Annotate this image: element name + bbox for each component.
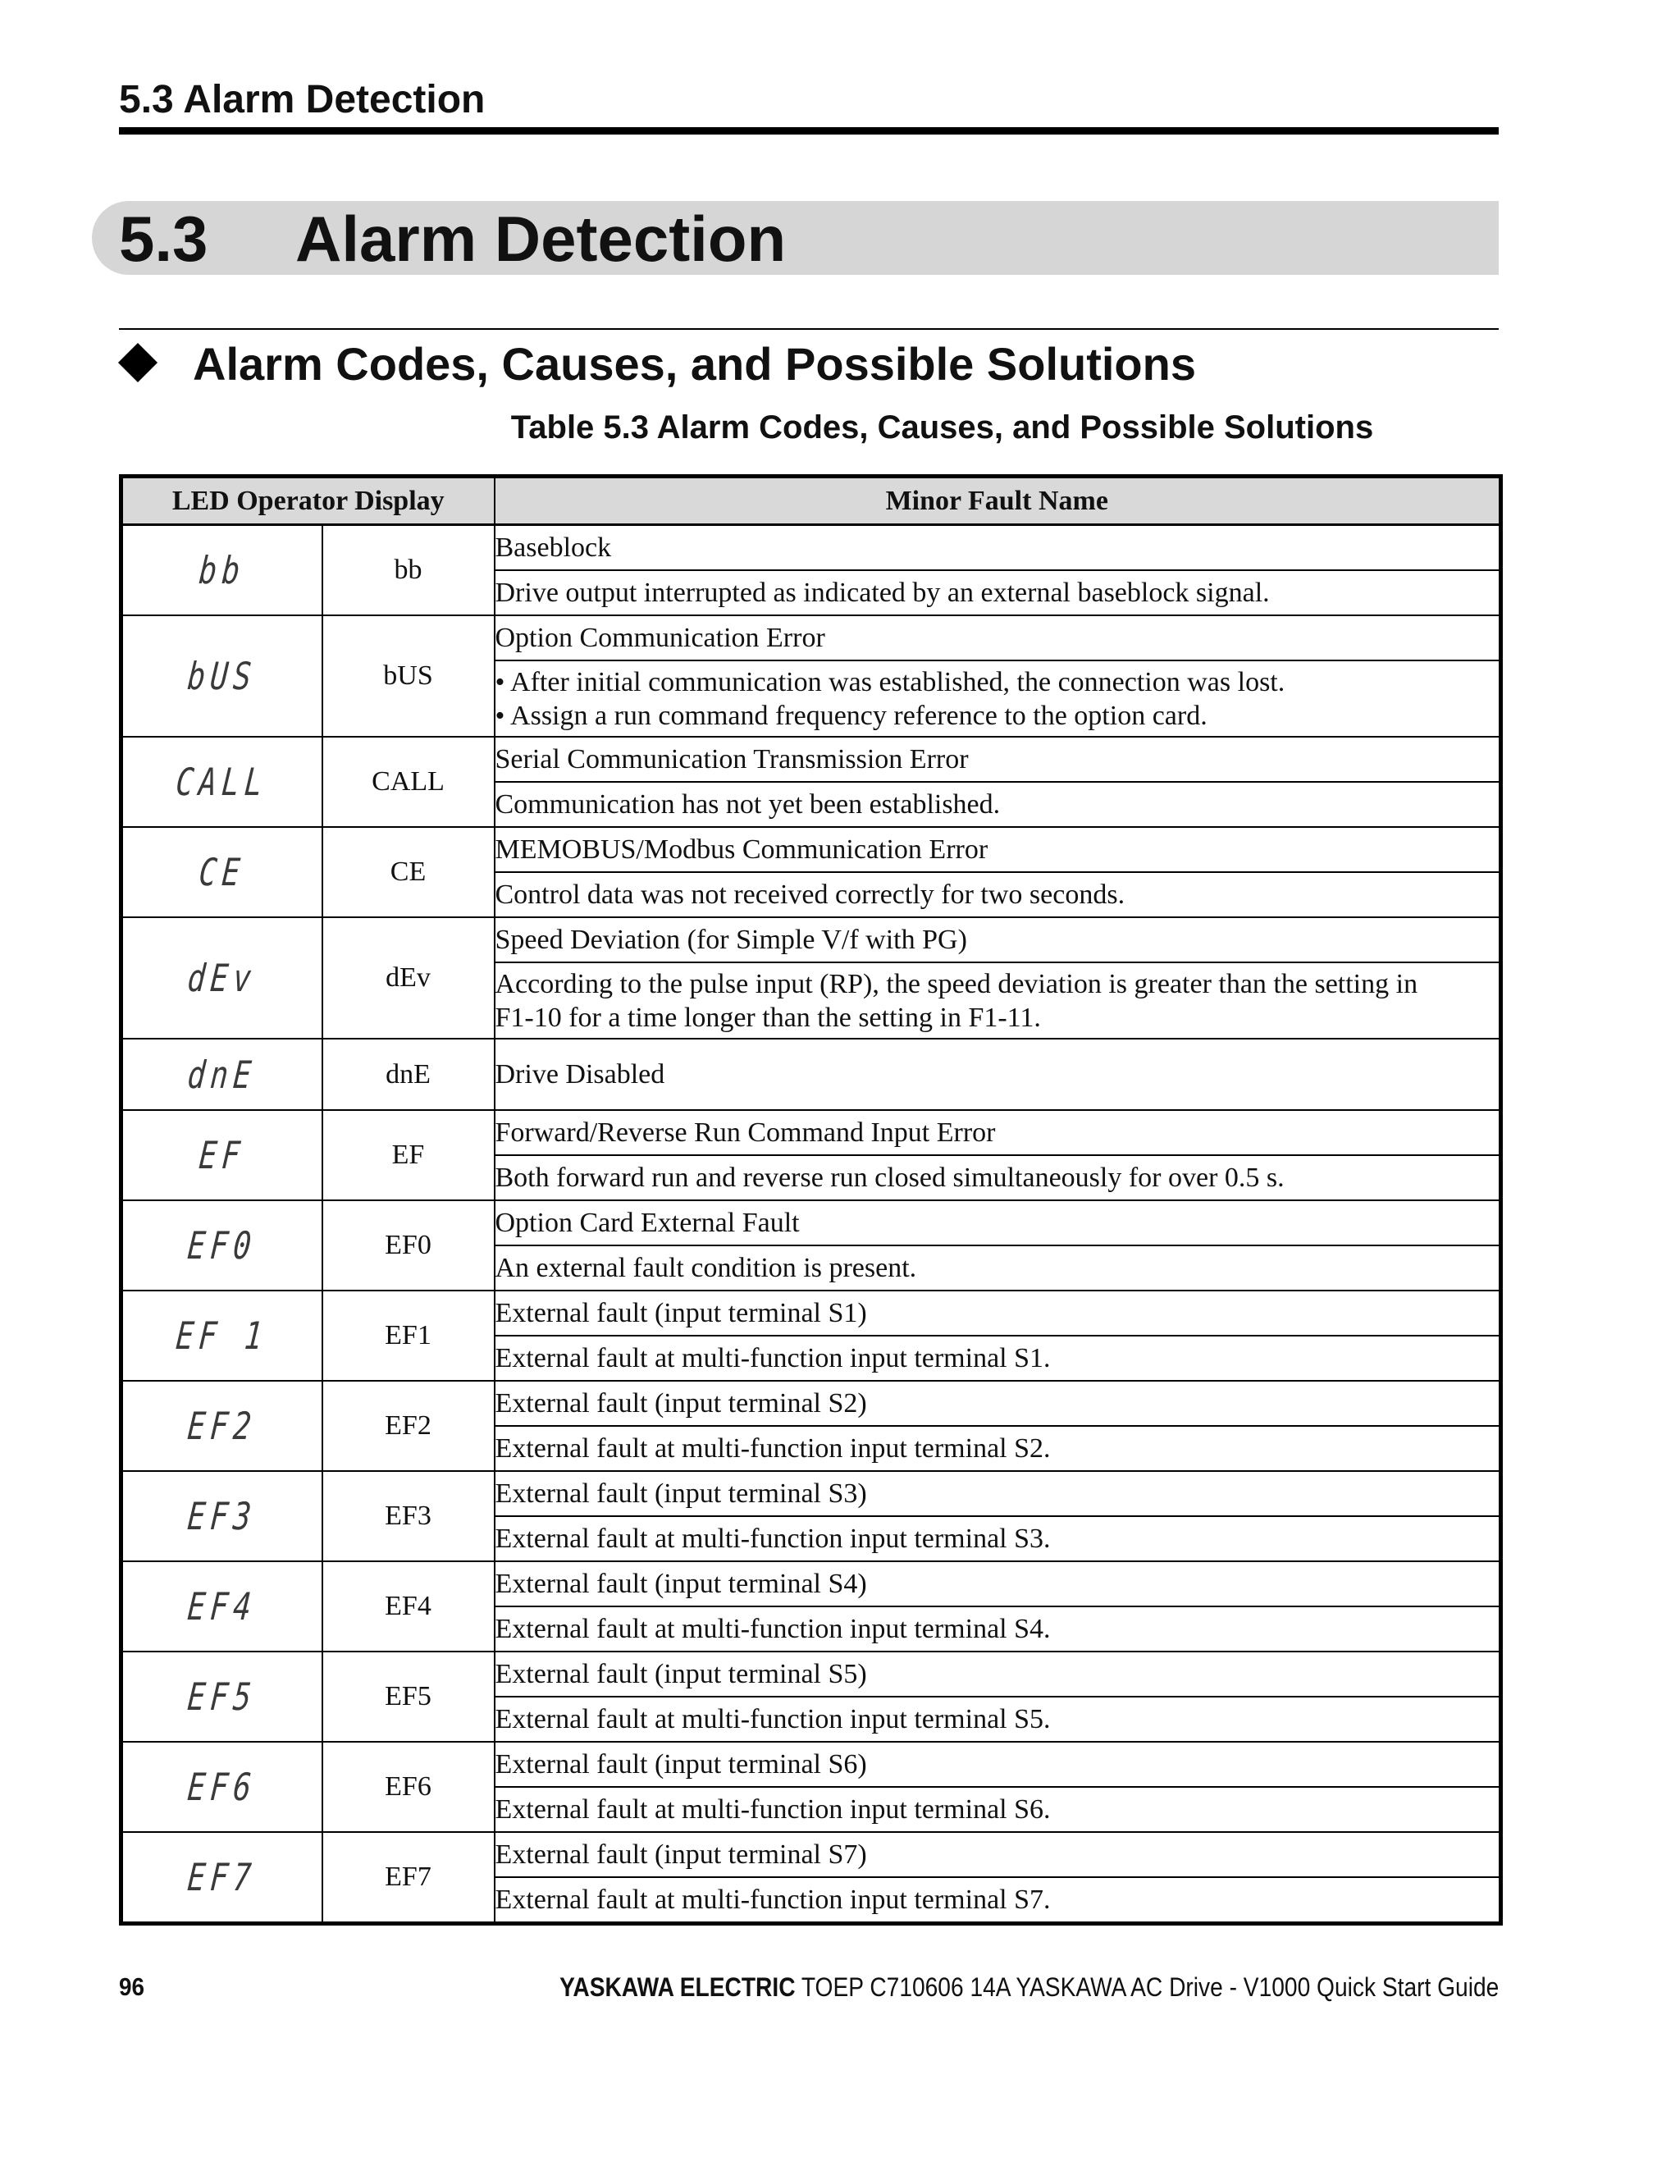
led-display-cell	[121, 827, 322, 917]
table-row	[121, 917, 1501, 962]
alarm-code-cell: EF3	[322, 1471, 495, 1561]
header-led-operator-display: LED Operator Display	[121, 477, 495, 525]
fault-cause-cell: External fault at multi-function input terminal S7.	[495, 1877, 1501, 1924]
fault-cause-cell: External fault at multi-function input terminal S1.	[495, 1336, 1501, 1381]
fault-cause-cell: Control data was not received correctly for two seconds.	[495, 872, 1501, 917]
fault-name-cell: External fault (input terminal S1)	[495, 1291, 1501, 1336]
alarm-code-cell: dEv	[322, 917, 495, 1039]
footer-brand: YASKAWA ELECTRIC	[559, 1972, 796, 2002]
led-segment-display: dEv	[185, 956, 258, 1000]
led-segment-display: EF7	[185, 1855, 258, 1899]
alarm-code-cell: EF0	[322, 1200, 495, 1291]
led-segment-display: EF3	[185, 1494, 258, 1538]
led-display-cell	[121, 525, 322, 616]
alarm-code-cell: EF5	[322, 1652, 495, 1742]
table-caption: Table 5.3 Alarm Codes, Causes, and Possible Solutions	[510, 409, 1374, 445]
led-segment-display: dnE	[185, 1052, 258, 1097]
alarm-code-cell: bUS	[322, 615, 495, 737]
fault-cause-cell: External fault at multi-function input terminal S5.	[495, 1697, 1501, 1742]
led-display-cell	[121, 1200, 322, 1291]
led-display-cell	[121, 1039, 322, 1110]
table-row	[121, 1471, 1501, 1516]
alarm-code-cell: bb	[322, 525, 495, 616]
led-segment-display: EF5	[185, 1675, 258, 1719]
led-display-cell	[121, 1471, 322, 1561]
subsection-title: Alarm Codes, Causes, and Possible Solutions	[193, 338, 1196, 390]
fault-cause-cell: External fault at multi-function input terminal S2.	[495, 1426, 1501, 1471]
fault-name-cell: External fault (input terminal S5)	[495, 1652, 1501, 1697]
table-body	[121, 525, 1501, 1924]
table-row	[121, 1110, 1501, 1155]
fault-name-cell: Option Card External Fault	[495, 1200, 1501, 1245]
fault-name-cell: Forward/Reverse Run Command Input Error	[495, 1110, 1501, 1155]
fault-name-cell: External fault (input terminal S4)	[495, 1561, 1501, 1606]
fault-name-cell: Baseblock	[495, 525, 1501, 571]
fault-name-cell: MEMOBUS/Modbus Communication Error	[495, 827, 1501, 872]
led-segment-display: EF6	[185, 1765, 258, 1809]
subsection-rule	[119, 328, 1499, 330]
led-segment-display: EF0	[185, 1223, 258, 1268]
header-rule	[119, 127, 1499, 135]
fault-cause-cell: External fault at multi-function input terminal S3.	[495, 1516, 1501, 1561]
led-display-cell	[121, 1381, 322, 1471]
led-display-cell	[121, 1291, 322, 1381]
led-display-cell	[121, 1652, 322, 1742]
led-segment-display: bUS	[185, 654, 258, 698]
table-row	[121, 1381, 1501, 1426]
alarm-code-cell: dnE	[322, 1039, 495, 1110]
table-row	[121, 1652, 1501, 1697]
fault-cause-cell	[495, 962, 1501, 1039]
led-display-cell	[121, 1561, 322, 1652]
page-number: 96	[119, 1972, 145, 2001]
table-row	[121, 737, 1501, 782]
alarm-codes-table	[119, 474, 1503, 1926]
alarm-code-cell: EF7	[322, 1832, 495, 1924]
cause-line: F1-10 for a time longer than the setting in F1-11.	[495, 1002, 1041, 1033]
alarm-code-cell: CALL	[322, 737, 495, 827]
footer-doc-title: TOEP C710606 14A YASKAWA AC Drive - V1000 Quick Start Guide	[801, 1972, 1499, 2002]
table-row	[121, 1832, 1501, 1877]
fault-cause-cell: Both forward run and reverse run closed simultaneously for over 0.5 s.	[495, 1155, 1501, 1200]
section-number: 5.3	[119, 203, 208, 275]
table-row	[121, 827, 1501, 872]
table-row	[121, 1561, 1501, 1606]
led-segment-display: EF	[197, 1133, 247, 1177]
header-minor-fault-name: Minor Fault Name	[495, 477, 1501, 525]
fault-name-cell: External fault (input terminal S7)	[495, 1832, 1501, 1877]
led-display-cell	[121, 917, 322, 1039]
led-segment-display: EF2	[185, 1404, 258, 1448]
cause-line: • Assign a run command frequency reference to the option card.	[495, 700, 1208, 731]
fault-cause-cell: Communication has not yet been established.	[495, 782, 1501, 827]
fault-name-cell: Serial Communication Transmission Error	[495, 737, 1501, 782]
table-row	[121, 1291, 1501, 1336]
fault-name-cell: External fault (input terminal S3)	[495, 1471, 1501, 1516]
diamond-bullet-icon	[118, 343, 158, 382]
led-display-cell	[121, 1110, 322, 1200]
led-segment-display: CE	[197, 850, 247, 894]
fault-name-cell: External fault (input terminal S2)	[495, 1381, 1501, 1426]
fault-cause-cell: External fault at multi-function input terminal S6.	[495, 1787, 1501, 1832]
alarm-code-cell: EF4	[322, 1561, 495, 1652]
section-title: Alarm Detection	[295, 203, 787, 275]
led-display-cell	[121, 615, 322, 737]
alarm-code-cell: EF	[322, 1110, 495, 1200]
led-display-cell	[121, 737, 322, 827]
alarm-code-cell: EF1	[322, 1291, 495, 1381]
table-row	[121, 1200, 1501, 1245]
fault-cause-cell: Drive output interrupted as indicated by an external baseblock signal.	[495, 570, 1501, 615]
led-display-cell	[121, 1832, 322, 1924]
cause-line: According to the pulse input (RP), the speed deviation is greater than the setting in	[495, 968, 1418, 999]
fault-name-cell: Speed Deviation (for Simple V/f with PG)	[495, 917, 1501, 962]
fault-name-cell: Drive Disabled	[495, 1039, 1501, 1110]
table-row	[121, 1039, 1501, 1110]
running-header: 5.3 Alarm Detection	[119, 78, 486, 121]
led-segment-display: CALL	[174, 760, 270, 804]
table-header-row	[121, 477, 1501, 525]
led-segment-display: EF4	[185, 1584, 258, 1629]
fault-cause-cell	[495, 660, 1501, 737]
fault-name-cell: External fault (input terminal S6)	[495, 1742, 1501, 1787]
led-display-cell	[121, 1742, 322, 1832]
table-row	[121, 1742, 1501, 1787]
fault-cause-cell: An external fault condition is present.	[495, 1245, 1501, 1291]
alarm-code-cell: EF2	[322, 1381, 495, 1471]
alarm-code-cell: EF6	[322, 1742, 495, 1832]
alarm-code-cell: CE	[322, 827, 495, 917]
table-row	[121, 615, 1501, 660]
fault-name-cell: Option Communication Error	[495, 615, 1501, 660]
table-row	[121, 525, 1501, 571]
led-segment-display: bb	[197, 548, 247, 592]
led-segment-display: EF 1	[174, 1314, 270, 1358]
fault-cause-cell: External fault at multi-function input terminal S4.	[495, 1606, 1501, 1652]
footer-document-info	[559, 1971, 1499, 2004]
cause-line: • After initial communication was established, the connection was lost.	[495, 666, 1285, 697]
